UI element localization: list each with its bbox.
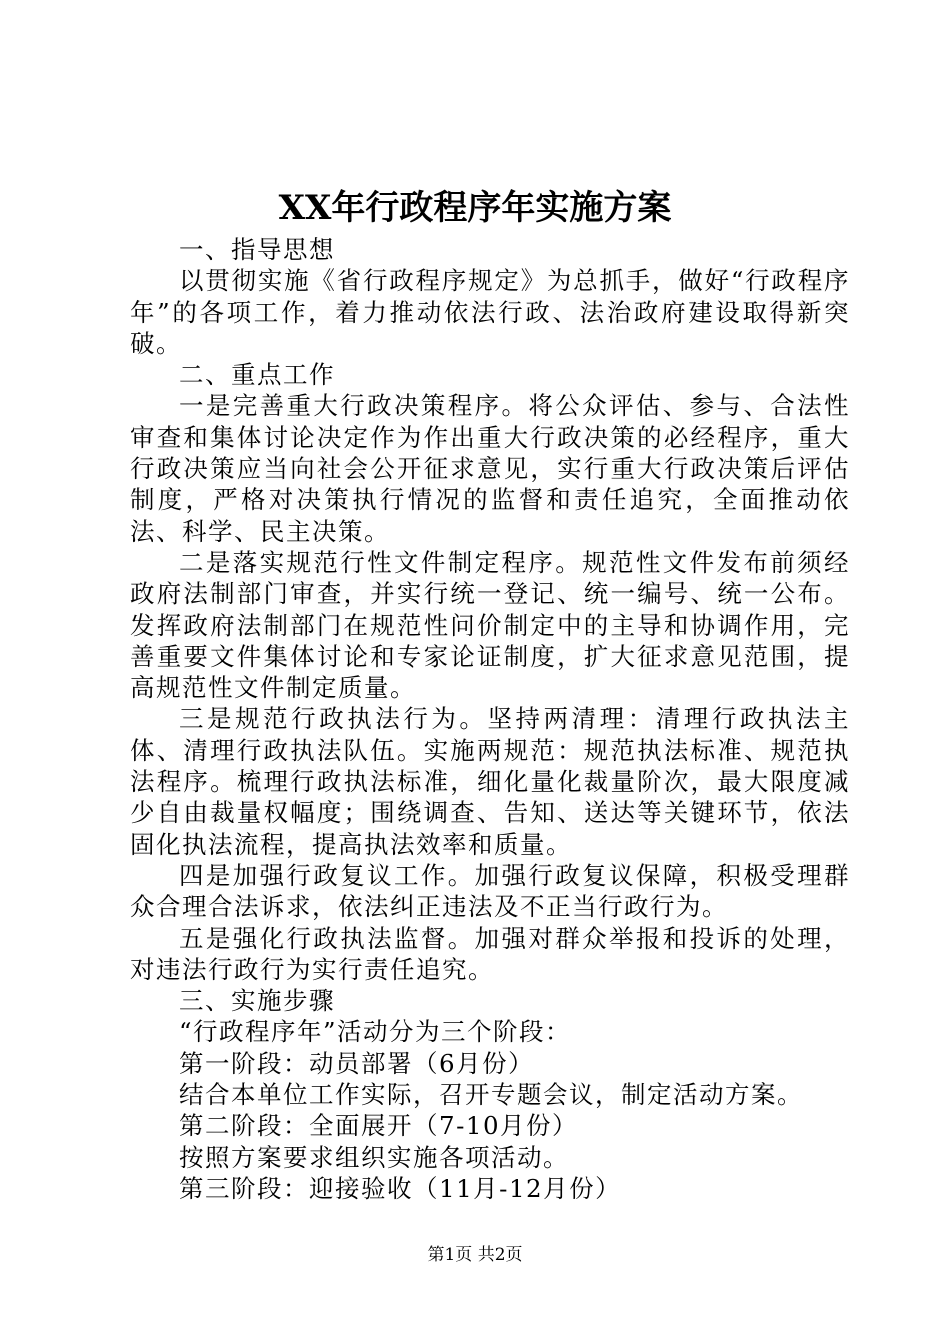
- document-title: XX年行政程序年实施方案: [278, 188, 672, 228]
- section-heading-key-work: 二、重点工作: [179, 360, 335, 390]
- paragraph-key-work-3: 三是规范行政执法行为。坚持两清理：清理行政执法主体、清理行政执法队伍。实施两规范：规范执法标准、规范执法程序。梳理行政执法标准，细化量化裁量阶次，最大限度减少自由裁量权幅度；围绕调查、告知、送达等关键环节，依法固化执法流程，提高执法效率和质量。: [130, 704, 850, 859]
- page-footer: 第1页 共2页: [427, 1245, 523, 1265]
- paragraph-key-work-5: 五是强化行政执法监督。加强对群众举报和投诉的处理，对违法行政行为实行责任追究。: [130, 923, 850, 984]
- stage-1-description: 结合本单位工作实际，召开专题会议，制定活动方案。: [179, 1080, 803, 1110]
- paragraph-stages-intro: “行政程序年”活动分为三个阶段：: [179, 1017, 572, 1047]
- stage-2-description: 按照方案要求组织实施各项活动。: [179, 1142, 569, 1172]
- section-heading-guiding-ideology: 一、指导思想: [179, 235, 335, 264]
- section-heading-implementation-steps: 三、实施步骤: [179, 986, 335, 1016]
- paragraph-key-work-1: 一是完善重大行政决策程序。将公众评估、参与、合法性审查和集体讨论决定作为作出重大行政决策的必经程序，重大行政决策应当向社会公开征求意见，实行重大行政决策后评估制度，严格对决策执行情况的监督和责任追究，全面推动依法、科学、民主决策。: [130, 391, 850, 546]
- paragraph-key-work-2: 二是落实规范行性文件制定程序。规范性文件发布前须经政府法制部门审查，并实行统一登记、统一编号、统一公布。发挥政府法制部门在规范性问价制定中的主导和协调作用，完善重要文件集体讨论和专家论证制度，扩大征求意见范围，提高规范性文件制定质量。: [130, 547, 850, 703]
- paragraph-key-work-4: 四是加强行政复议工作。加强行政复议保障，积极受理群众合理合法诉求，依法纠正违法及不正当行政行为。: [130, 860, 850, 922]
- document-body: [130, 234, 850, 1204]
- stage-1-title: 第一阶段：动员部署（6月份）: [179, 1048, 535, 1078]
- paragraph-guiding-ideology: 以贯彻实施《省行政程序规定》为总抓手，做好“行政程序年”的各项工作，着力推动依法行政、法治政府建设取得新突破。: [130, 266, 850, 358]
- stage-3-title: 第三阶段：迎接验收（11月-12月份）: [179, 1173, 622, 1203]
- stage-2-title: 第二阶段：全面展开（7-10月份）: [179, 1111, 579, 1141]
